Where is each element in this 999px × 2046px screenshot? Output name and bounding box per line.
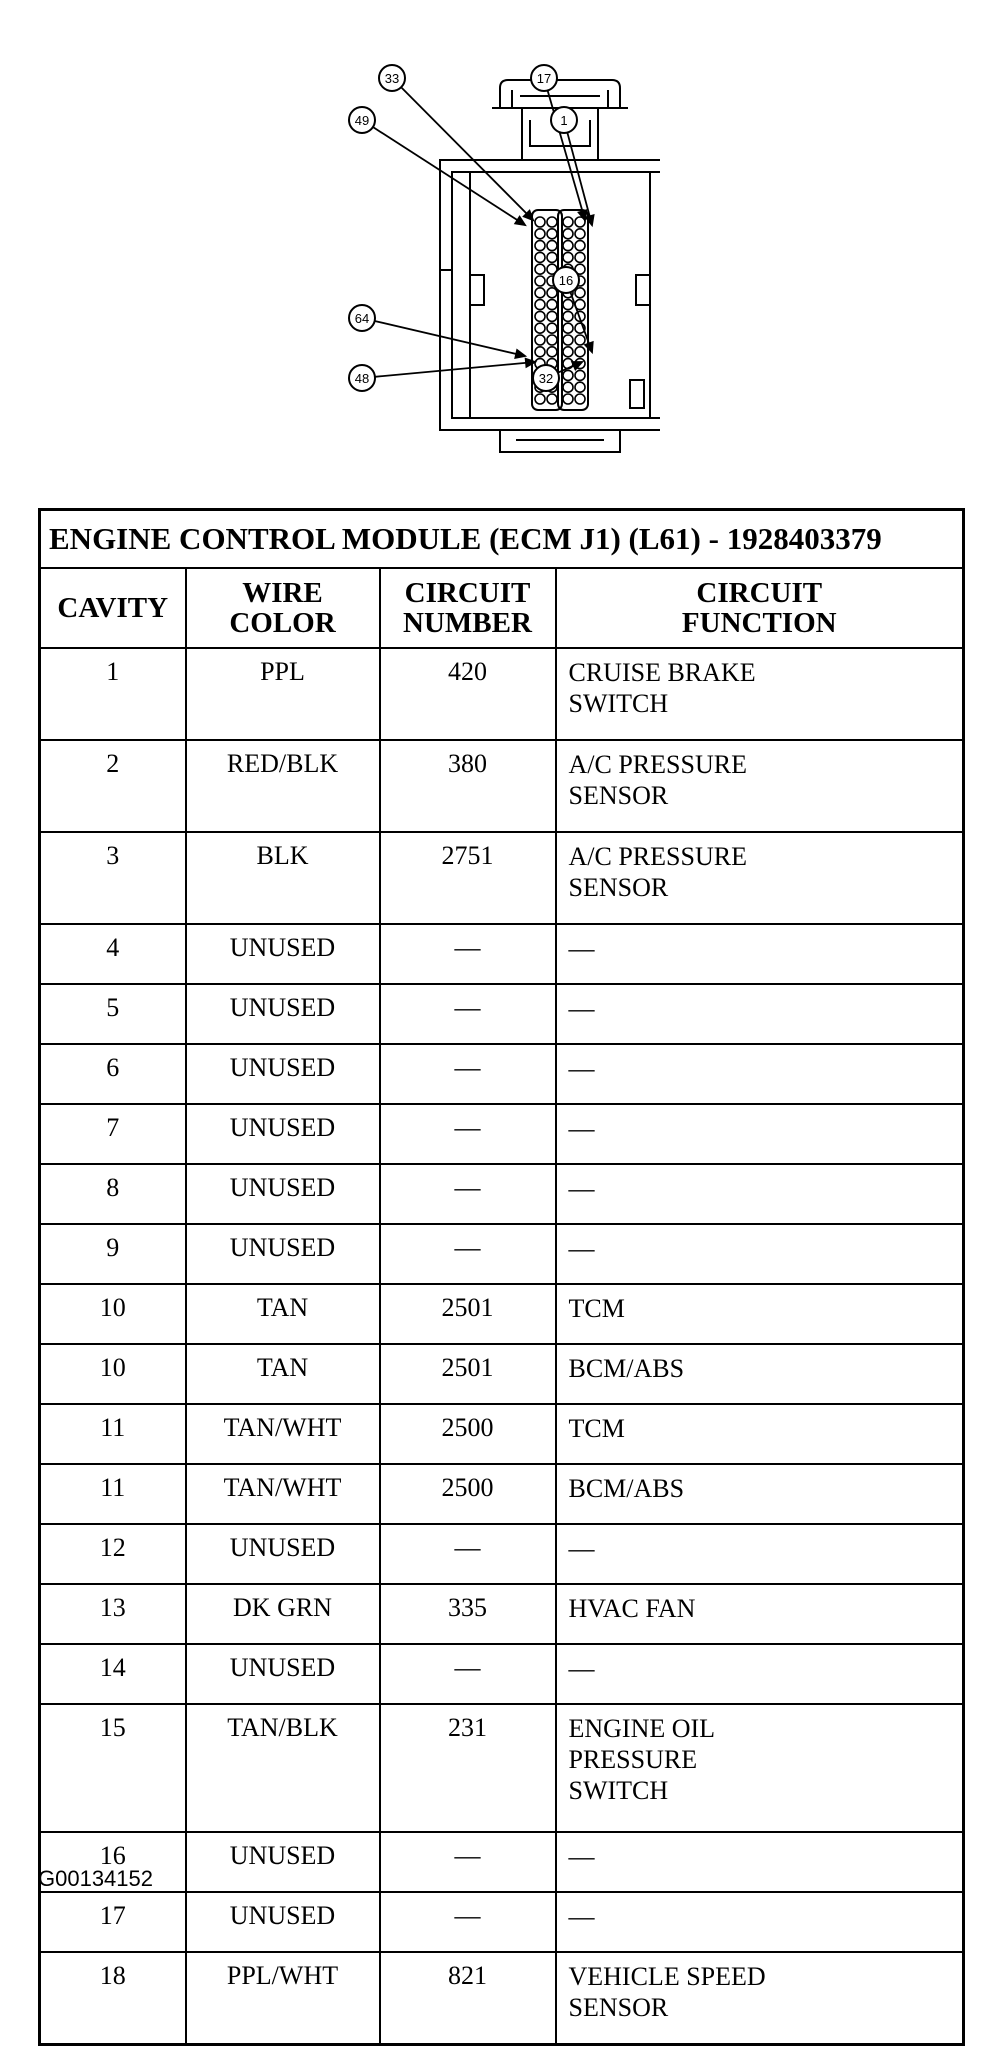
table-row [40, 1952, 964, 2045]
circuit-function-line: — [568, 934, 595, 963]
circuit-function-cell [556, 984, 964, 1044]
connector-pin [563, 335, 573, 345]
circuit-number-cell: 231 [380, 1704, 556, 1832]
connector-pin [563, 323, 573, 333]
connector-pin [575, 394, 585, 404]
circuit-function-line: — [568, 1902, 595, 1931]
cavity-cell: 7 [40, 1104, 186, 1164]
circuit-number-cell: 2500 [380, 1464, 556, 1524]
connector-pin [575, 382, 585, 392]
table-row [40, 1284, 964, 1344]
wire-color-cell: UNUSED [186, 1644, 380, 1704]
connector-pin [547, 229, 557, 239]
circuit-function-line: PRESSURE [568, 1745, 698, 1774]
connector-pin [563, 300, 573, 310]
connector-pin [535, 347, 545, 357]
circuit-function-line: SWITCH [568, 689, 669, 718]
circuit-function-line: — [568, 1234, 595, 1263]
circuit-function-cell [556, 1284, 964, 1344]
cavity-cell: 11 [40, 1464, 186, 1524]
circuit-number-cell: — [380, 1524, 556, 1584]
circuit-function-cell [556, 1404, 964, 1464]
callout-label: 16 [558, 273, 574, 288]
header-circuit-function: CIRCUIT FUNCTION [556, 568, 964, 648]
cavity-cell: 13 [40, 1584, 186, 1644]
wire-color-cell: UNUSED [186, 1892, 380, 1952]
circuit-function-line: SENSOR [568, 873, 669, 902]
circuit-function-cell [556, 1164, 964, 1224]
connector-pin [563, 217, 573, 227]
circuit-function-line: — [568, 1842, 595, 1871]
wire-color-cell: BLK [186, 832, 380, 924]
pinout-table-body [40, 648, 964, 2045]
connector-pin [547, 335, 557, 345]
cavity-cell: 6 [40, 1044, 186, 1104]
cavity-cell: 3 [40, 832, 186, 924]
circuit-number-cell: 821 [380, 1952, 556, 2045]
connector-pin [547, 241, 557, 251]
cavity-cell: 12 [40, 1524, 186, 1584]
circuit-number-cell: — [380, 1644, 556, 1704]
connector-pin [563, 347, 573, 357]
connector-pin [535, 217, 545, 227]
circuit-function-line: TCM [568, 1414, 625, 1443]
connector-pin [535, 300, 545, 310]
connector-pin [563, 382, 573, 392]
circuit-function-line: A/C PRESSURE [568, 750, 747, 779]
wire-color-cell: UNUSED [186, 984, 380, 1044]
pinout-table [38, 508, 965, 2046]
circuit-function-line: VEHICLE SPEED [568, 1962, 766, 1991]
table-row [40, 1404, 964, 1464]
table-row [40, 1044, 964, 1104]
table-row [40, 1704, 964, 1832]
table-row [40, 1584, 964, 1644]
wire-color-cell: TAN/WHT [186, 1404, 380, 1464]
circuit-number-cell: — [380, 1164, 556, 1224]
table-header-row [40, 568, 964, 648]
connector-pin [535, 323, 545, 333]
circuit-number-cell: 2501 [380, 1284, 556, 1344]
circuit-function-cell [556, 740, 964, 832]
wire-color-cell: UNUSED [186, 1832, 380, 1892]
circuit-number-cell: 420 [380, 648, 556, 740]
callout-arrowhead [515, 350, 525, 358]
connector-pin [547, 394, 557, 404]
connector-face-drawing [340, 60, 660, 500]
circuit-number-cell: — [380, 924, 556, 984]
cavity-cell: 18 [40, 1952, 186, 2045]
connector-pin [575, 347, 585, 357]
circuit-function-cell [556, 1344, 964, 1404]
wire-color-cell: TAN [186, 1284, 380, 1344]
cavity-cell: 5 [40, 984, 186, 1044]
callout-leader [375, 362, 535, 377]
circuit-function-cell [556, 1832, 964, 1892]
circuit-number-cell: 2501 [380, 1344, 556, 1404]
pinout-table-container [38, 508, 962, 2046]
cavity-cell: 2 [40, 740, 186, 832]
table-row [40, 1104, 964, 1164]
circuit-function-line: — [568, 1114, 595, 1143]
table-row [40, 1832, 964, 1892]
connector-pin [547, 323, 557, 333]
figure-id: G00134152 [38, 1866, 153, 1891]
circuit-function-line: ENGINE OIL [568, 1714, 716, 1743]
circuit-number-cell: — [380, 1892, 556, 1952]
circuit-function-line: SWITCH [568, 1776, 669, 1805]
circuit-function-line: — [568, 994, 595, 1023]
circuit-function-cell [556, 1584, 964, 1644]
circuit-function-line: SENSOR [568, 1993, 669, 2022]
circuit-function-cell [556, 1704, 964, 1832]
callout-leader [373, 127, 525, 225]
header-cavity: CAVITY [40, 568, 186, 648]
circuit-function-cell [556, 1104, 964, 1164]
circuit-function-cell [556, 924, 964, 984]
circuit-function-line: A/C PRESSURE [568, 842, 747, 871]
wire-color-cell: UNUSED [186, 1104, 380, 1164]
connector-pin [535, 264, 545, 274]
circuit-number-cell: — [380, 984, 556, 1044]
circuit-function-cell [556, 1644, 964, 1704]
connector-pin [563, 370, 573, 380]
table-row [40, 1464, 964, 1524]
callout-leader [375, 321, 525, 356]
wire-color-cell: DK GRN [186, 1584, 380, 1644]
table-row [40, 832, 964, 924]
connector-pin [535, 394, 545, 404]
wire-color-cell: PPL [186, 648, 380, 740]
connector-pin [563, 394, 573, 404]
wire-color-cell: TAN [186, 1344, 380, 1404]
connector-pin [535, 241, 545, 251]
table-row [40, 924, 964, 984]
cavity-cell: 14 [40, 1644, 186, 1704]
wire-color-cell: PPL/WHT [186, 1952, 380, 2045]
callout-label: 49 [354, 113, 370, 128]
circuit-number-cell: 2500 [380, 1404, 556, 1464]
connector-pin [535, 252, 545, 262]
table-row [40, 1892, 964, 1952]
circuit-number-cell: 2751 [380, 832, 556, 924]
table-row [40, 1164, 964, 1224]
connector-pin [563, 252, 573, 262]
cavity-cell: 17 [40, 1892, 186, 1952]
callout-arrowhead [586, 215, 594, 225]
callout-arrowhead [515, 217, 525, 225]
callout-label: 64 [354, 311, 370, 326]
circuit-number-cell: — [380, 1044, 556, 1104]
circuit-function-line: — [568, 1534, 595, 1563]
connector-pin [575, 229, 585, 239]
table-row [40, 1224, 964, 1284]
cavity-cell: 1 [40, 648, 186, 740]
connector-pin [535, 335, 545, 345]
cavity-cell: 15 [40, 1704, 186, 1832]
table-title: ENGINE CONTROL MODULE (ECM J1) (L61) - 1928403379 [40, 510, 964, 569]
circuit-function-line: CRUISE BRAKE [568, 658, 756, 687]
cavity-cell: 10 [40, 1344, 186, 1404]
connector-pin [547, 252, 557, 262]
circuit-number-cell: — [380, 1224, 556, 1284]
table-title-row [40, 510, 964, 569]
circuit-function-cell [556, 1524, 964, 1584]
wire-color-cell: UNUSED [186, 1164, 380, 1224]
cavity-cell: 8 [40, 1164, 186, 1224]
callout-label: 1 [560, 113, 568, 128]
cavity-cell: 16 [40, 1832, 186, 1892]
wire-color-cell: UNUSED [186, 1224, 380, 1284]
circuit-function-cell [556, 648, 964, 740]
connector-pin [547, 311, 557, 321]
circuit-function-cell [556, 1952, 964, 2045]
circuit-function-line: — [568, 1054, 595, 1083]
circuit-function-line: TCM [568, 1294, 625, 1323]
connector-pin [575, 335, 585, 345]
connector-pin [575, 241, 585, 251]
wire-color-cell: UNUSED [186, 1044, 380, 1104]
cavity-cell: 11 [40, 1404, 186, 1464]
table-row [40, 1644, 964, 1704]
circuit-function-cell [556, 1464, 964, 1524]
callout-label: 48 [354, 371, 370, 386]
circuit-function-cell [556, 1224, 964, 1284]
connector-pin [547, 347, 557, 357]
circuit-function-cell [556, 832, 964, 924]
connector-pin [547, 288, 557, 298]
connector-pin [547, 300, 557, 310]
circuit-function-cell [556, 1044, 964, 1104]
cavity-cell: 10 [40, 1284, 186, 1344]
header-wire-color: WIRE COLOR [186, 568, 380, 648]
callout-label: 32 [538, 371, 554, 386]
connector-pin [575, 370, 585, 380]
circuit-function-line: BCM/ABS [568, 1354, 685, 1383]
connector-diagram [340, 60, 660, 500]
connector-pin [535, 229, 545, 239]
table-row [40, 984, 964, 1044]
circuit-number-cell: — [380, 1832, 556, 1892]
connector-pin [535, 311, 545, 321]
connector-pin [575, 252, 585, 262]
header-circuit-number: CIRCUIT NUMBER [380, 568, 556, 648]
connector-pin [563, 311, 573, 321]
table-row [40, 1524, 964, 1584]
circuit-function-line: SENSOR [568, 781, 669, 810]
wire-color-cell: RED/BLK [186, 740, 380, 832]
circuit-function-cell [556, 1892, 964, 1952]
callout-arrowhead [526, 359, 535, 367]
connector-pin [563, 229, 573, 239]
circuit-function-line: HVAC FAN [568, 1594, 696, 1623]
wire-color-cell: TAN/BLK [186, 1704, 380, 1832]
connector-pin [575, 288, 585, 298]
circuit-function-line: — [568, 1654, 595, 1683]
circuit-number-cell: — [380, 1104, 556, 1164]
table-row [40, 648, 964, 740]
callout-label: 33 [384, 71, 400, 86]
wire-color-cell: UNUSED [186, 924, 380, 984]
cavity-cell: 9 [40, 1224, 186, 1284]
circuit-function-line: BCM/ABS [568, 1474, 685, 1503]
callout-label: 17 [536, 71, 552, 86]
connector-pin [547, 217, 557, 227]
connector-pin [535, 288, 545, 298]
circuit-function-line: — [568, 1174, 595, 1203]
cavity-cell: 4 [40, 924, 186, 984]
table-row [40, 740, 964, 832]
circuit-number-cell: 380 [380, 740, 556, 832]
connector-pin [563, 241, 573, 251]
wire-color-cell: UNUSED [186, 1524, 380, 1584]
table-row [40, 1344, 964, 1404]
connector-pin [535, 276, 545, 286]
circuit-number-cell: 335 [380, 1584, 556, 1644]
wire-color-cell: TAN/WHT [186, 1464, 380, 1524]
